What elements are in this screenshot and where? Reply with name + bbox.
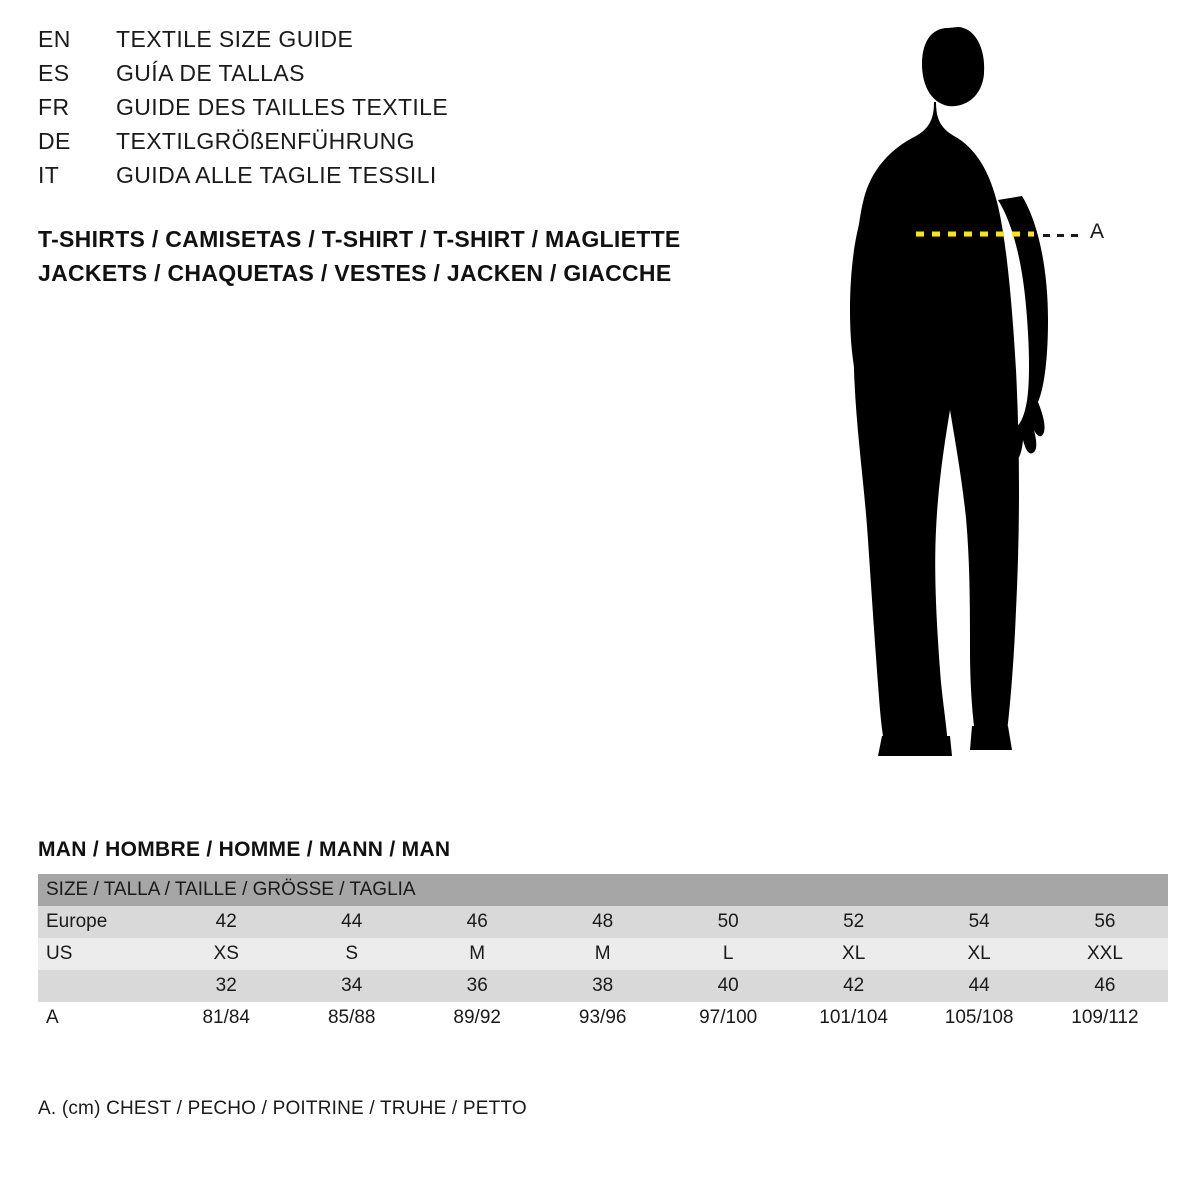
cell: 34 xyxy=(289,970,414,1002)
cell: 54 xyxy=(916,906,1041,938)
table-row xyxy=(38,970,1168,1002)
language-row-it xyxy=(38,162,798,196)
table-row xyxy=(38,906,1168,938)
language-code: EN xyxy=(38,26,71,52)
cell: XXL xyxy=(1042,938,1168,970)
table-header-row xyxy=(38,874,1168,906)
row-label-europe: Europe xyxy=(38,906,163,938)
cell: 40 xyxy=(665,970,790,1002)
cell: 46 xyxy=(1042,970,1168,1002)
table-footnote: A. (cm) CHEST / PECHO / POITRINE / TRUHE / PETTO xyxy=(38,1098,527,1119)
table-title-man: MAN / HOMBRE / HOMME / MANN / MAN xyxy=(38,838,451,861)
measure-label-a: A xyxy=(1090,220,1105,243)
cell: S xyxy=(289,938,414,970)
cell: 46 xyxy=(414,906,539,938)
measure-leader-line xyxy=(1043,234,1083,237)
body-silhouette-figure xyxy=(830,10,1190,800)
cell: 89/92 xyxy=(414,1002,539,1034)
language-code: DE xyxy=(38,128,71,154)
cell: 97/100 xyxy=(665,1002,790,1034)
language-list xyxy=(38,26,798,196)
language-code: FR xyxy=(38,94,70,120)
cell: 36 xyxy=(414,970,539,1002)
silhouette-svg xyxy=(830,10,1190,800)
cell: 105/108 xyxy=(916,1002,1041,1034)
language-code: ES xyxy=(38,60,70,86)
row-label-blank xyxy=(38,970,163,1002)
cell: 101/104 xyxy=(791,1002,916,1034)
category-tshirts: T-SHIRTS / CAMISETAS / T-SHIRT / T-SHIRT / MAGLIETTE xyxy=(38,226,681,252)
cell: 48 xyxy=(540,906,665,938)
language-row-en xyxy=(38,26,798,60)
cell: 42 xyxy=(791,970,916,1002)
size-table xyxy=(38,874,1168,1034)
language-row-fr xyxy=(38,94,798,128)
category-jackets: JACKETS / CHAQUETAS / VESTES / JACKEN / GIACCHE xyxy=(38,260,672,286)
language-title: GUIDE DES TAILLES TEXTILE xyxy=(116,94,449,120)
cell: 93/96 xyxy=(540,1002,665,1034)
table-row xyxy=(38,1002,1168,1034)
table-row xyxy=(38,938,1168,970)
language-title: TEXTILE SIZE GUIDE xyxy=(116,26,354,52)
cell: XS xyxy=(163,938,288,970)
language-row-de xyxy=(38,128,798,162)
cell: 85/88 xyxy=(289,1002,414,1034)
language-title: TEXTILGRÖßENFÜHRUNG xyxy=(116,128,415,154)
cell: L xyxy=(665,938,790,970)
language-code: IT xyxy=(38,162,60,188)
cell: 50 xyxy=(665,906,790,938)
cell: 56 xyxy=(1042,906,1168,938)
cell: XL xyxy=(916,938,1041,970)
size-table-section xyxy=(38,838,1168,1034)
cell: 44 xyxy=(289,906,414,938)
row-label-a: A xyxy=(38,1002,163,1034)
cell: M xyxy=(414,938,539,970)
cell: 81/84 xyxy=(163,1002,288,1034)
cell: M xyxy=(540,938,665,970)
table-header-label: SIZE / TALLA / TAILLE / GRÖSSE / TAGLIA xyxy=(38,874,1168,906)
cell: 38 xyxy=(540,970,665,1002)
cell: 42 xyxy=(163,906,288,938)
cell: 52 xyxy=(791,906,916,938)
language-title: GUÍA DE TALLAS xyxy=(116,60,305,86)
cell: XL xyxy=(791,938,916,970)
cell: 32 xyxy=(163,970,288,1002)
garment-categories xyxy=(38,222,818,290)
language-row-es xyxy=(38,60,798,94)
row-label-us: US xyxy=(38,938,163,970)
cell: 109/112 xyxy=(1042,1002,1168,1034)
cell: 44 xyxy=(916,970,1041,1002)
language-title: GUIDA ALLE TAGLIE TESSILI xyxy=(116,162,437,188)
